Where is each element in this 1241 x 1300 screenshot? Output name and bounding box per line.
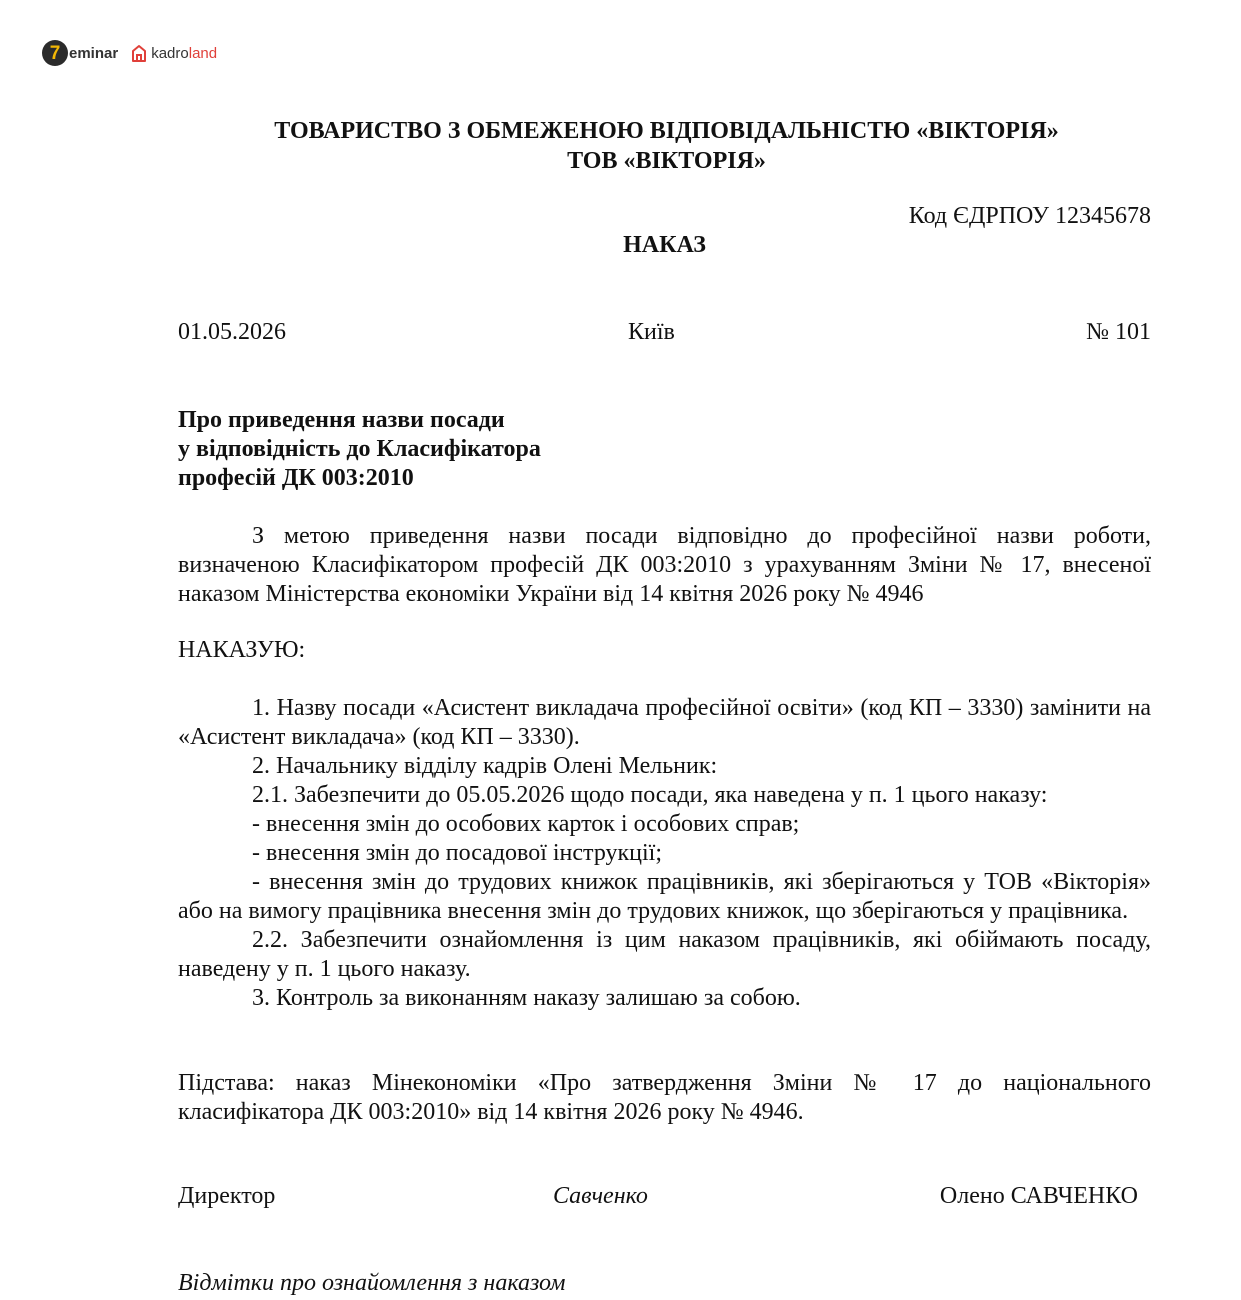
house-icon bbox=[130, 43, 148, 63]
seminar-logo-text: eminar bbox=[69, 44, 119, 62]
company-short-name: ТОВ «ВІКТОРІЯ» bbox=[567, 148, 766, 174]
bullet-2: - внесення змін до посадової інструкції; bbox=[252, 840, 663, 866]
acknowledgement-note: Відмітки про ознайомлення з наказом bbox=[178, 1270, 566, 1296]
subject-line-2: у відповідність до Класифікатора bbox=[178, 436, 541, 462]
subject-line-3: професій ДК 003:2010 bbox=[178, 465, 414, 491]
logos bbox=[42, 40, 217, 66]
handwritten-signature: Савченко bbox=[553, 1183, 648, 1209]
basis-paragraph: Підстава: наказ Мінекономіки «Про затвердження Зміни № 17 до національного класифікатора ДК 003:2010» від 14 квітня 2026 року № 4946. bbox=[178, 1070, 1151, 1125]
kadroland-text-part2: land bbox=[188, 44, 218, 62]
order-number: № 101 bbox=[1086, 319, 1151, 345]
document-title: НАКАЗ bbox=[623, 232, 706, 258]
preamble-paragraph: З метою приведення назви посади відповідно до професійної назви роботи, визначеною Класифікатором професій ДК 003:2010 з урахуванням Зміни № 17, внесеної наказом Міністерства економіки України від 14 квітня 2026 року № 4946 bbox=[178, 523, 1151, 607]
bullet-1: - внесення змін до особових карток і особових справ; bbox=[252, 811, 800, 837]
company-full-name: ТОВАРИСТВО З ОБМЕЖЕНОЮ ВІДПОВІДАЛЬНІСТЮ «ВІКТОРІЯ» bbox=[274, 118, 1059, 144]
order-items bbox=[178, 694, 1151, 1013]
signer-name: Олено САВЧЕНКО bbox=[939, 1183, 1138, 1209]
signature-block bbox=[178, 1183, 1138, 1215]
bullet-3: - внесення змін до трудових книжок працівників, які зберігаються у ТОВ «Вікторія» або на вимогу працівника внесення змін до трудових книжок, що зберігаються у працівника. bbox=[178, 869, 1151, 924]
seminar-badge: 7 bbox=[42, 40, 68, 66]
item-3: 3. Контроль за виконанням наказу залишаю за собою. bbox=[252, 985, 801, 1011]
signer-position: Директор bbox=[178, 1183, 276, 1209]
order-subject bbox=[178, 406, 541, 493]
order-date: 01.05.2026 bbox=[178, 319, 286, 345]
kadroland-logo bbox=[130, 43, 217, 63]
subject-line-1: Про приведення назви посади bbox=[178, 407, 505, 433]
item-1: 1. Назву посади «Асистент викладача професійної освіти» (код КП – 3330) замінити на «Асистент викладача» (код КП – 3330). bbox=[178, 695, 1151, 750]
kadroland-logo-text bbox=[151, 45, 217, 62]
order-city: Київ bbox=[628, 319, 675, 345]
order-meta bbox=[178, 319, 1151, 349]
item-2: 2. Начальнику відділу кадрів Олені Мельник: bbox=[252, 753, 718, 779]
edrpou-code: Код ЄДРПОУ 12345678 bbox=[908, 203, 1151, 229]
item-2-1: 2.1. Забезпечити до 05.05.2026 щодо посади, яка наведена у п. 1 цього наказу: bbox=[252, 782, 1048, 808]
kadroland-text-part1: kadro bbox=[151, 44, 189, 62]
item-2-2: 2.2. Забезпечити ознайомлення із цим наказом працівників, які обіймають посаду, наведену у п. 1 цього наказу. bbox=[178, 927, 1151, 982]
order-word: НАКАЗУЮ: bbox=[178, 637, 306, 663]
company-header bbox=[0, 116, 1241, 176]
seminar-logo bbox=[42, 40, 118, 66]
